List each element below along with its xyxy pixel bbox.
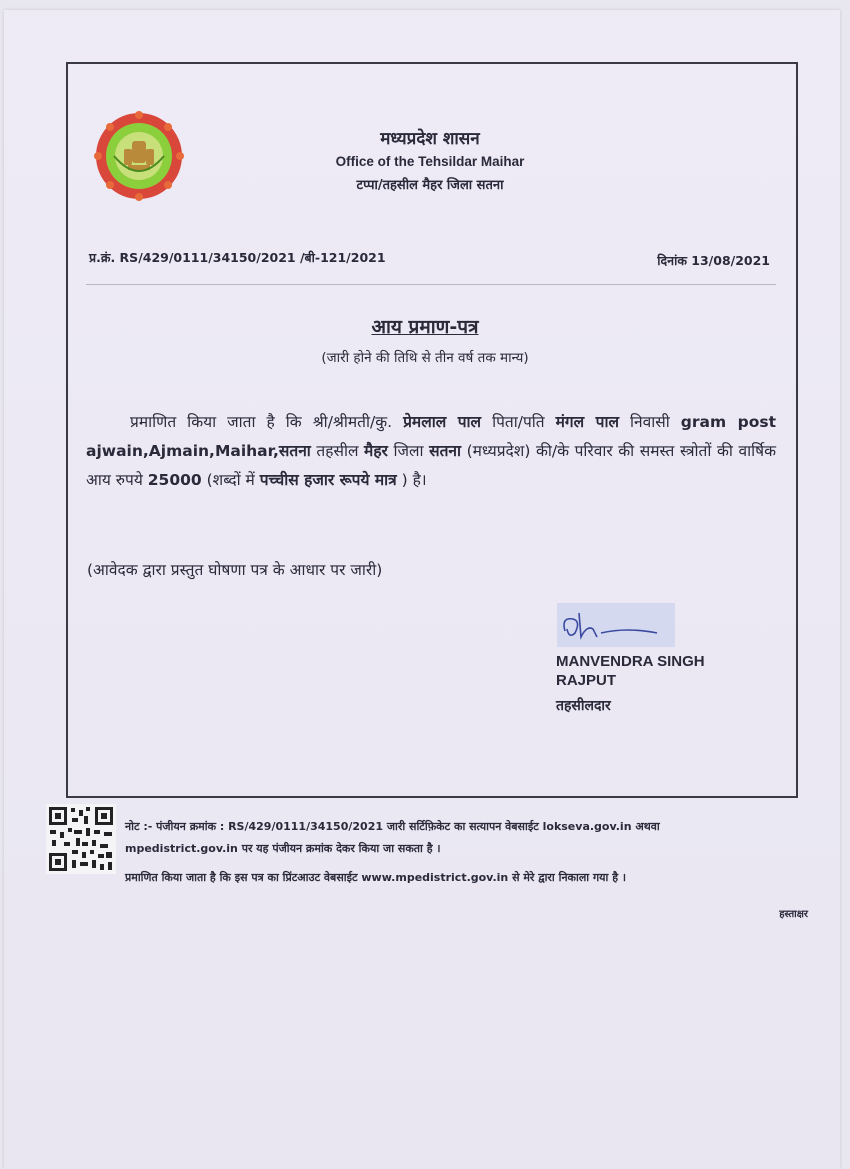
body-text: तहसील: [310, 442, 365, 460]
signatory-name-line1: MANVENDRA SINGH: [556, 653, 705, 670]
qr-code-icon[interactable]: [46, 804, 116, 874]
father-name: मंगल पाल: [555, 413, 619, 431]
signatory-name-line2: RAJPUT: [556, 672, 617, 689]
body-text: प्रमाणित किया जाता है कि श्री/श्रीमती/कु.: [130, 413, 404, 431]
issue-date: दिनांक 13/08/2021: [657, 253, 770, 268]
certificate-body: [86, 408, 776, 495]
district-name: सतना: [429, 442, 462, 460]
verification-note: नोट :- पंजीयन क्रमांक : RS/429/0111/34150/2021 जारी सर्टिफ़िकेट का सत्यापन वेबसाईट lokseva.gov.in अथवा mpedistrict.gov.in पर यह पंजीयन क्रमांक देकर किया जा सकता है ।: [125, 820, 660, 855]
applicant-name: प्रेमलाल पाल: [403, 413, 482, 431]
body-text: (मध्यप्रदेश) की/के परिवार की समस्त स्त्रोतों की वार्षिक आय रुपये: [86, 442, 776, 489]
body-text: निवासी: [618, 413, 681, 431]
divider: [86, 284, 776, 285]
declaration-note: (आवेदक द्वारा प्रस्तुत घोषणा पत्र के आधार पर जारी): [87, 561, 383, 579]
printout-note: प्रमाणित किया जाता है कि इस पत्र का प्रिंटआउट वेबसाईट www.mpedistrict.gov.in से मेरे द्वारा निकाला गया है ।: [125, 871, 627, 884]
tehsil-name: मैहर: [364, 442, 388, 460]
signature-label: हस्ताक्षर: [779, 909, 808, 920]
mp-government-emblem-icon: [94, 111, 184, 201]
signature-image: [557, 603, 675, 647]
body-text: जिला: [387, 442, 430, 460]
certificate-title: आय प्रमाण-पत्र: [371, 316, 479, 338]
applicant-address: gram post ajwain,Ajmain,Maihar,सतना: [86, 413, 777, 460]
signatory-name: [556, 652, 705, 690]
body-text: ) है।: [396, 471, 427, 489]
annual-income: 25000: [147, 471, 202, 489]
reference-number: प्र.क्रं. RS/429/0111/34150/2021 /बी-121/2021: [89, 250, 386, 265]
signatory-designation: तहसीलदार: [556, 698, 611, 714]
body-text: (शब्दों में: [201, 471, 260, 489]
government-name: मध्यप्रदेश शासन: [380, 129, 480, 149]
income-in-words: पच्चीस हजार रूपये मात्र: [259, 471, 397, 489]
body-text: पिता/पति: [481, 413, 556, 431]
office-name: Office of the Tehsildar Maihar: [335, 154, 525, 169]
validity-note: (जारी होने की तिथि से तीन वर्ष तक मान्य): [321, 350, 529, 366]
office-location: टप्पा/तहसील मैहर जिला सतना: [356, 178, 504, 193]
